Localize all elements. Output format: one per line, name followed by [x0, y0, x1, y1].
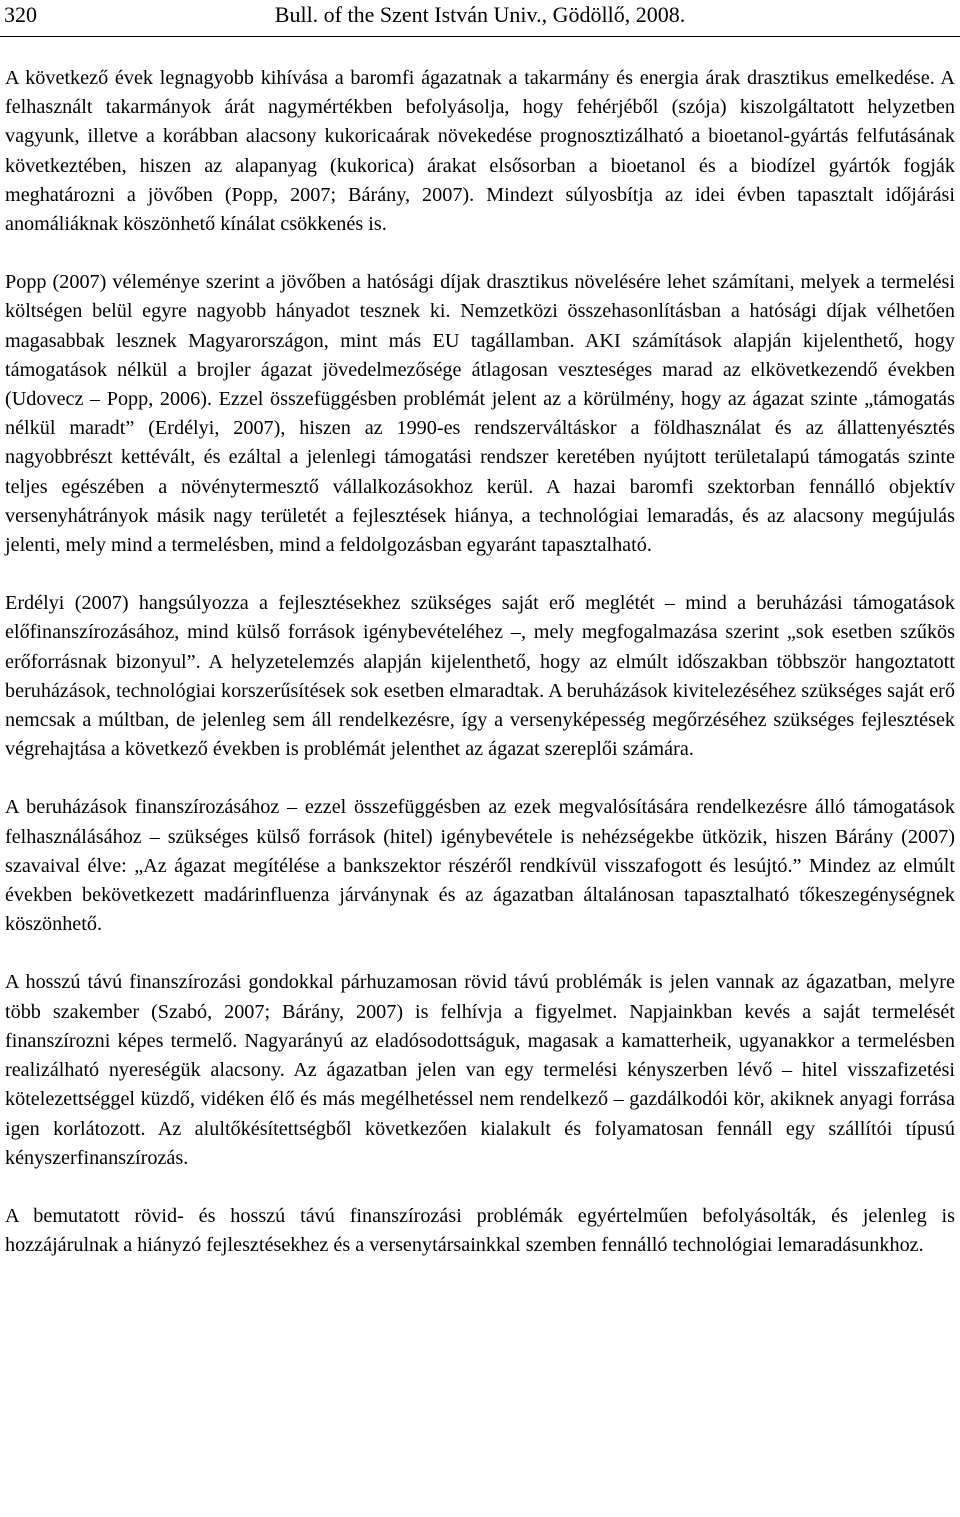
running-title: Bull. of the Szent István Univ., Gödöllő, 2008.	[274, 2, 686, 27]
paragraph-6: A bemutatott rövid- és hosszú távú finanszírozási problémák egyértelműen befolyásolták, és jelenleg is hozzájárulnak a hiányzó fejlesztésekhez és a versenytársainkkal szemben fennálló technológiai lemaradásunkhoz.	[5, 1204, 955, 1257]
paragraph-1: A következő évek legnagyobb kihívása a baromfi ágazatnak a takarmány és energia árak drasztikus emelkedése. A felhasznált takarmányok árát nagymértékben befolyásolja, hogy fehérjéből (szója) kiszolgáltatott helyzetben vagyunk, illetve a korábban alacsony kukoricaárak növekedése prognosztizálható a bioetanol-gyártás felfutásának következtében, hiszen az alapanyag (kukorica) árakat elsősorban a bioetanol és a biodízel gyártók fogják meghatározni a jövőben (Popp, 2007; Bárány, 2007). Mindezt súlyosbítja az idei évben tapasztalt időjárási anomáliáknak köszönhető kínálat csökkenés is.	[5, 67, 955, 236]
page-number: 320	[4, 2, 37, 27]
paragraph-3: Erdélyi (2007) hangsúlyozza a fejlesztésekhez szükséges saját erő meglétét – mind a beruházási támogatások előfinanszírozásához, mind külső források igénybevételéhez –, mely megfogalmazása szerint „sok esetben szűkös erőforrásnak bizonyul”. A helyzetelemzés alapján kijelenthető, hogy az elmúlt időszakban többször hangoztatott beruházások, technológiai korszerűsítések sok esetben elmaradtak. A beruházások kivitelezéséhez szükséges saját erő nemcsak a múltban, de jelenleg sem áll rendelkezésre, így a versenyképesség megőrzéséhez szükséges fejlesztések végrehajtása a következő években is problémát jelenthet az ágazat szereplői számára.	[5, 592, 955, 761]
paragraph-2: Popp (2007) véleménye szerint a jövőben a hatósági díjak drasztikus növelésére lehet számítani, melyek a termelési költségen belül egyre nagyobb hányadot tesznek ki. Nemzetközi összehasonlításban a hatósági díjak vélhetően magasabbak lesznek Magyarországon, mint más EU tagállamban. AKI számítások alapján kijelenthető, hogy támogatások nélkül a brojler ágazat jövedelmezősége átlagosan veszteséges marad az elkövetkezendő években (Udovecz – Popp, 2006). Ezzel összefüggésben problémát jelent az a körülmény, hogy az ágazat szinte „támogatás nélkül maradt” (Erdélyi, 2007), hiszen az 1990-es rendszerváltáskor a földhasználat és az állattenyésztés nagyobbrészt kettévált, és ezáltal a jelenlegi támogatási rendszer keretében nyújtott területalapú támogatás szinte teljes egészében a növénytermesztő vállalkozásokhoz kerül. A hazai baromfi szektorban fennálló objektív versenyhátrányok másik nagy területét a fejlesztések hiánya, a technológiai lemaradás, és az alacsony megújulás jelenti, mely mind a termelésben, mind a feldolgozásban egyaránt tapasztalható.	[5, 271, 955, 557]
paragraph-4: A beruházások finanszírozásához – ezzel összefüggésben az ezek megvalósítására rendelkezésre álló támogatások felhasználásához – szükséges külső források (hitel) igénybevétele is nehézségekbe ütközik, hiszen Bárány (2007) szavaival élve: „Az ágazat megítélése a bankszektor részéről rendkívül visszafogott és lesújtó.” Mindez az elmúlt években bekövetkezett madárinfluenza járványnak és az ágazatban általánosan tapasztalható tőkeszegénységnek köszönhető.	[5, 796, 955, 936]
article-body	[5, 64, 955, 1260]
header-rule	[0, 36, 960, 37]
page-header	[0, 0, 960, 40]
paragraph-5: A hosszú távú finanszírozási gondokkal párhuzamosan rövid távú problémák is jelen vannak az ágazatban, melyre több szakember (Szabó, 2007; Bárány, 2007) is felhívja a figyelmet. Napjainkban kevés a saját termelését finanszírozni képes termelő. Nagyarányú az eladósodottságuk, magasak a kamatterheik, ugyanakkor a termelésben realizálható nyereségük alacsony. Az ágazatban jelen van egy termelési kényszerben lévő – hitel visszafizetési kötelezettséggel küzdő, vidéken élő és más megélhetéssel nem rendelkező – gazdálkodói kör, akiknek anyagi forrása igen korlátozott. Az alultőkésítettségből következően kialakult és folyamatosan fennáll egy szállítói típusú kényszerfinanszírozás.	[5, 971, 955, 1169]
